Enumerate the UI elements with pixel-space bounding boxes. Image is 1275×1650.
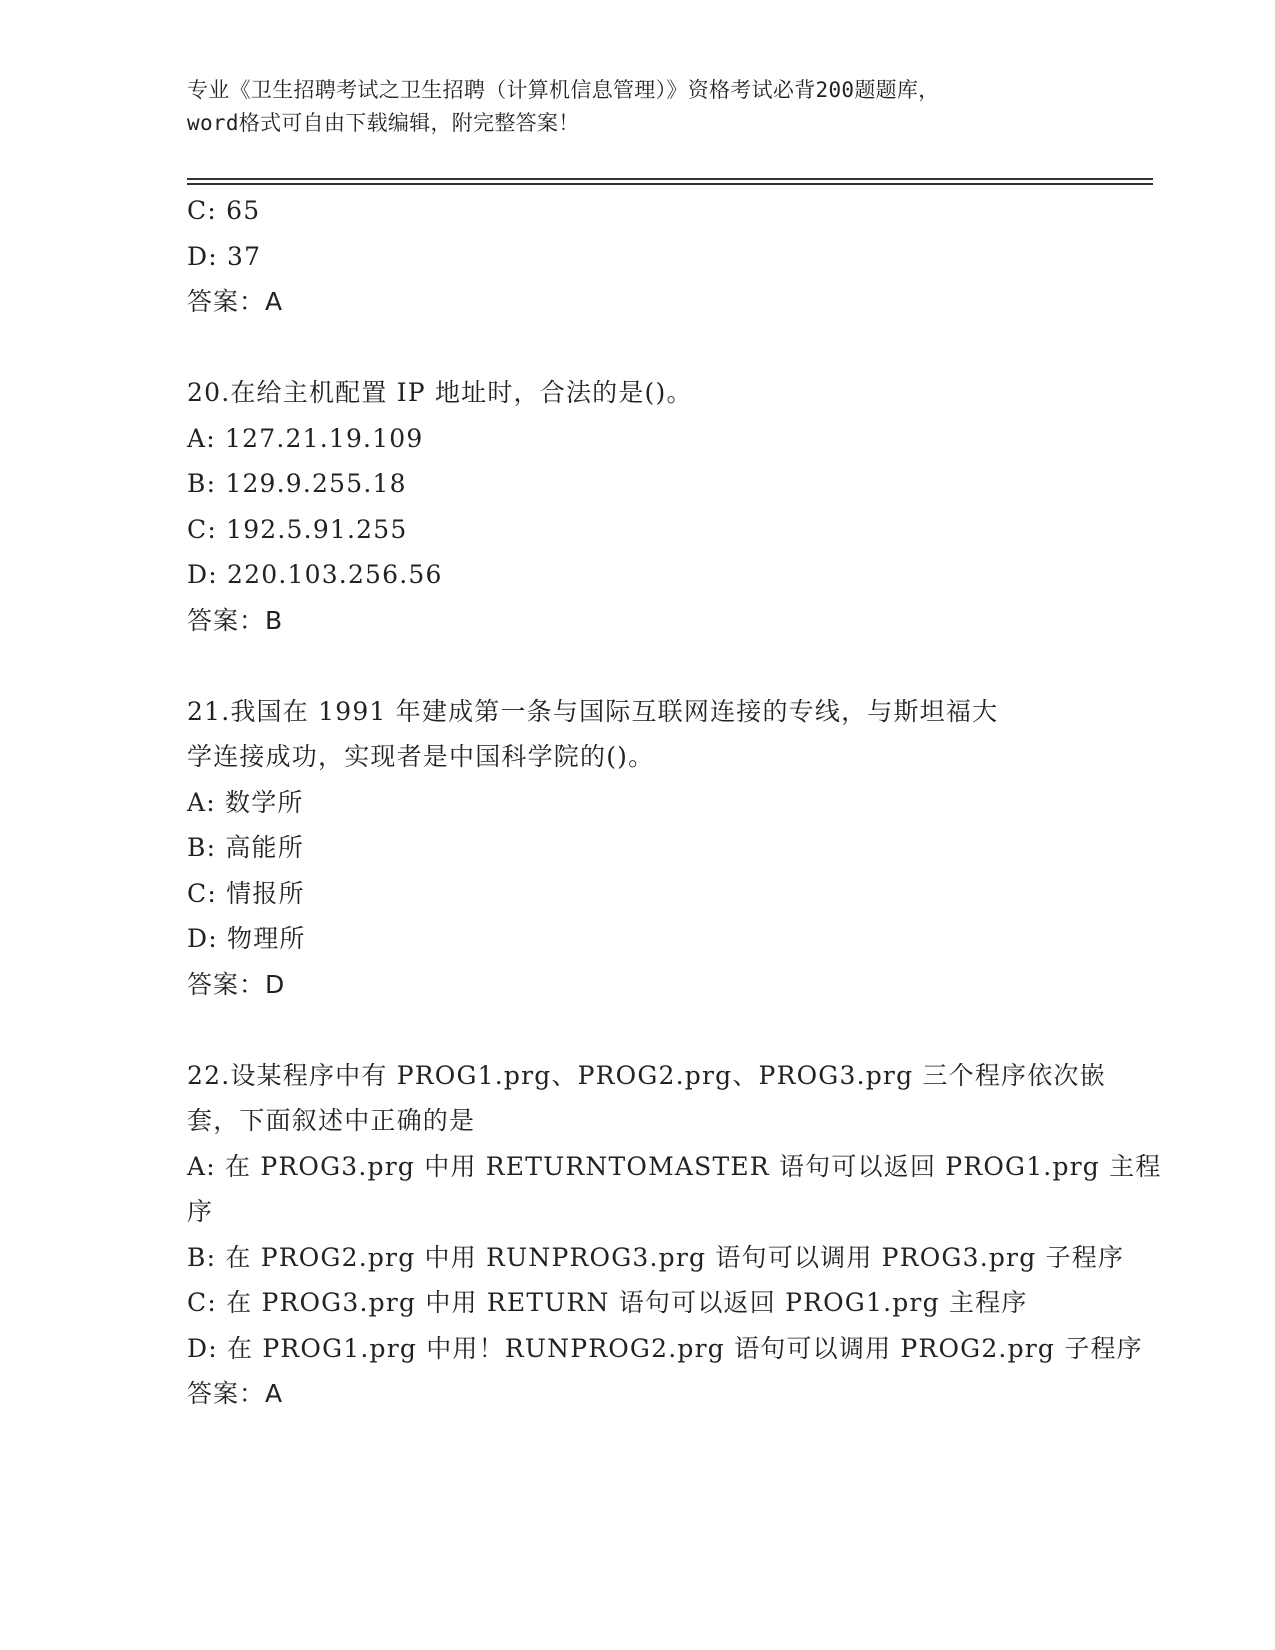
option-c: C: 在 PROG3.prg 中用 RETURN 语句可以返回 PROG1.prg 主程序 [187, 1288, 1028, 1317]
previous-question-tail [187, 188, 1087, 325]
spacer [187, 643, 1087, 689]
question-stem: 21.我国在 1991 年建成第一条与国际互联网连接的专线，与斯坦福大 [187, 696, 999, 726]
option-d: D: 37 [187, 241, 262, 271]
header-title-line-1: 专业《卫生招聘考试之卫生招聘（计算机信息管理）》资格考试必背200题题库， [187, 78, 940, 102]
question-22 [187, 1053, 1162, 1417]
option-b: B: 129.9.255.18 [187, 469, 407, 498]
option-a-continued: 序 [187, 1197, 214, 1226]
question-stem-continued: 套，下面叙述中正确的是 [187, 1106, 476, 1135]
header-title-line-2: word格式可自由下载编辑，附完整答案！ [187, 111, 580, 135]
question-21 [187, 689, 1087, 1008]
question-20 [187, 370, 1087, 643]
option-a: A: 在 PROG3.prg 中用 RETURNTOMASTER 语句可以返回 PROG1.prg 主程 [187, 1151, 1162, 1181]
question-stem-continued: 学连接成功，实现者是中国科学院的()。 [187, 742, 655, 771]
spacer [187, 1007, 1087, 1053]
document-header [187, 74, 1067, 140]
option-b: B: 高能所 [187, 833, 304, 862]
option-c: C: 192.5.91.255 [187, 514, 408, 544]
question-stem: 20.在给主机配置 IP 地址时，合法的是()。 [187, 378, 693, 407]
question-content [187, 188, 1162, 1417]
header-divider-bottom [187, 183, 1153, 185]
question-stem: 22.设某程序中有 PROG1.prg、PROG2.prg、PROG3.prg 三个程序依次嵌 [187, 1060, 1106, 1090]
option-d: D: 在 PROG1.prg 中用！RUNPROG2.prg 语句可以调用 PROG2.prg 子程序 [187, 1333, 1143, 1363]
option-a: A: 127.21.19.109 [187, 423, 424, 453]
option-c: C: 情报所 [187, 878, 305, 908]
option-d: D: 220.103.256.56 [187, 560, 443, 589]
answer-line: 答案：D [187, 969, 286, 999]
option-d: D: 物理所 [187, 924, 306, 953]
option-b: B: 在 PROG2.prg 中用 RUNPROG3.prg 语句可以调用 PROG3.prg 子程序 [187, 1242, 1125, 1272]
answer-line: 答案：A [187, 287, 284, 316]
option-c: C: 65 [187, 196, 261, 225]
answer-line: 答案：B [187, 605, 284, 635]
option-a: A: 数学所 [187, 787, 304, 817]
header-divider-top [187, 178, 1153, 180]
spacer [187, 325, 1087, 371]
answer-line: 答案：A [187, 1379, 284, 1408]
